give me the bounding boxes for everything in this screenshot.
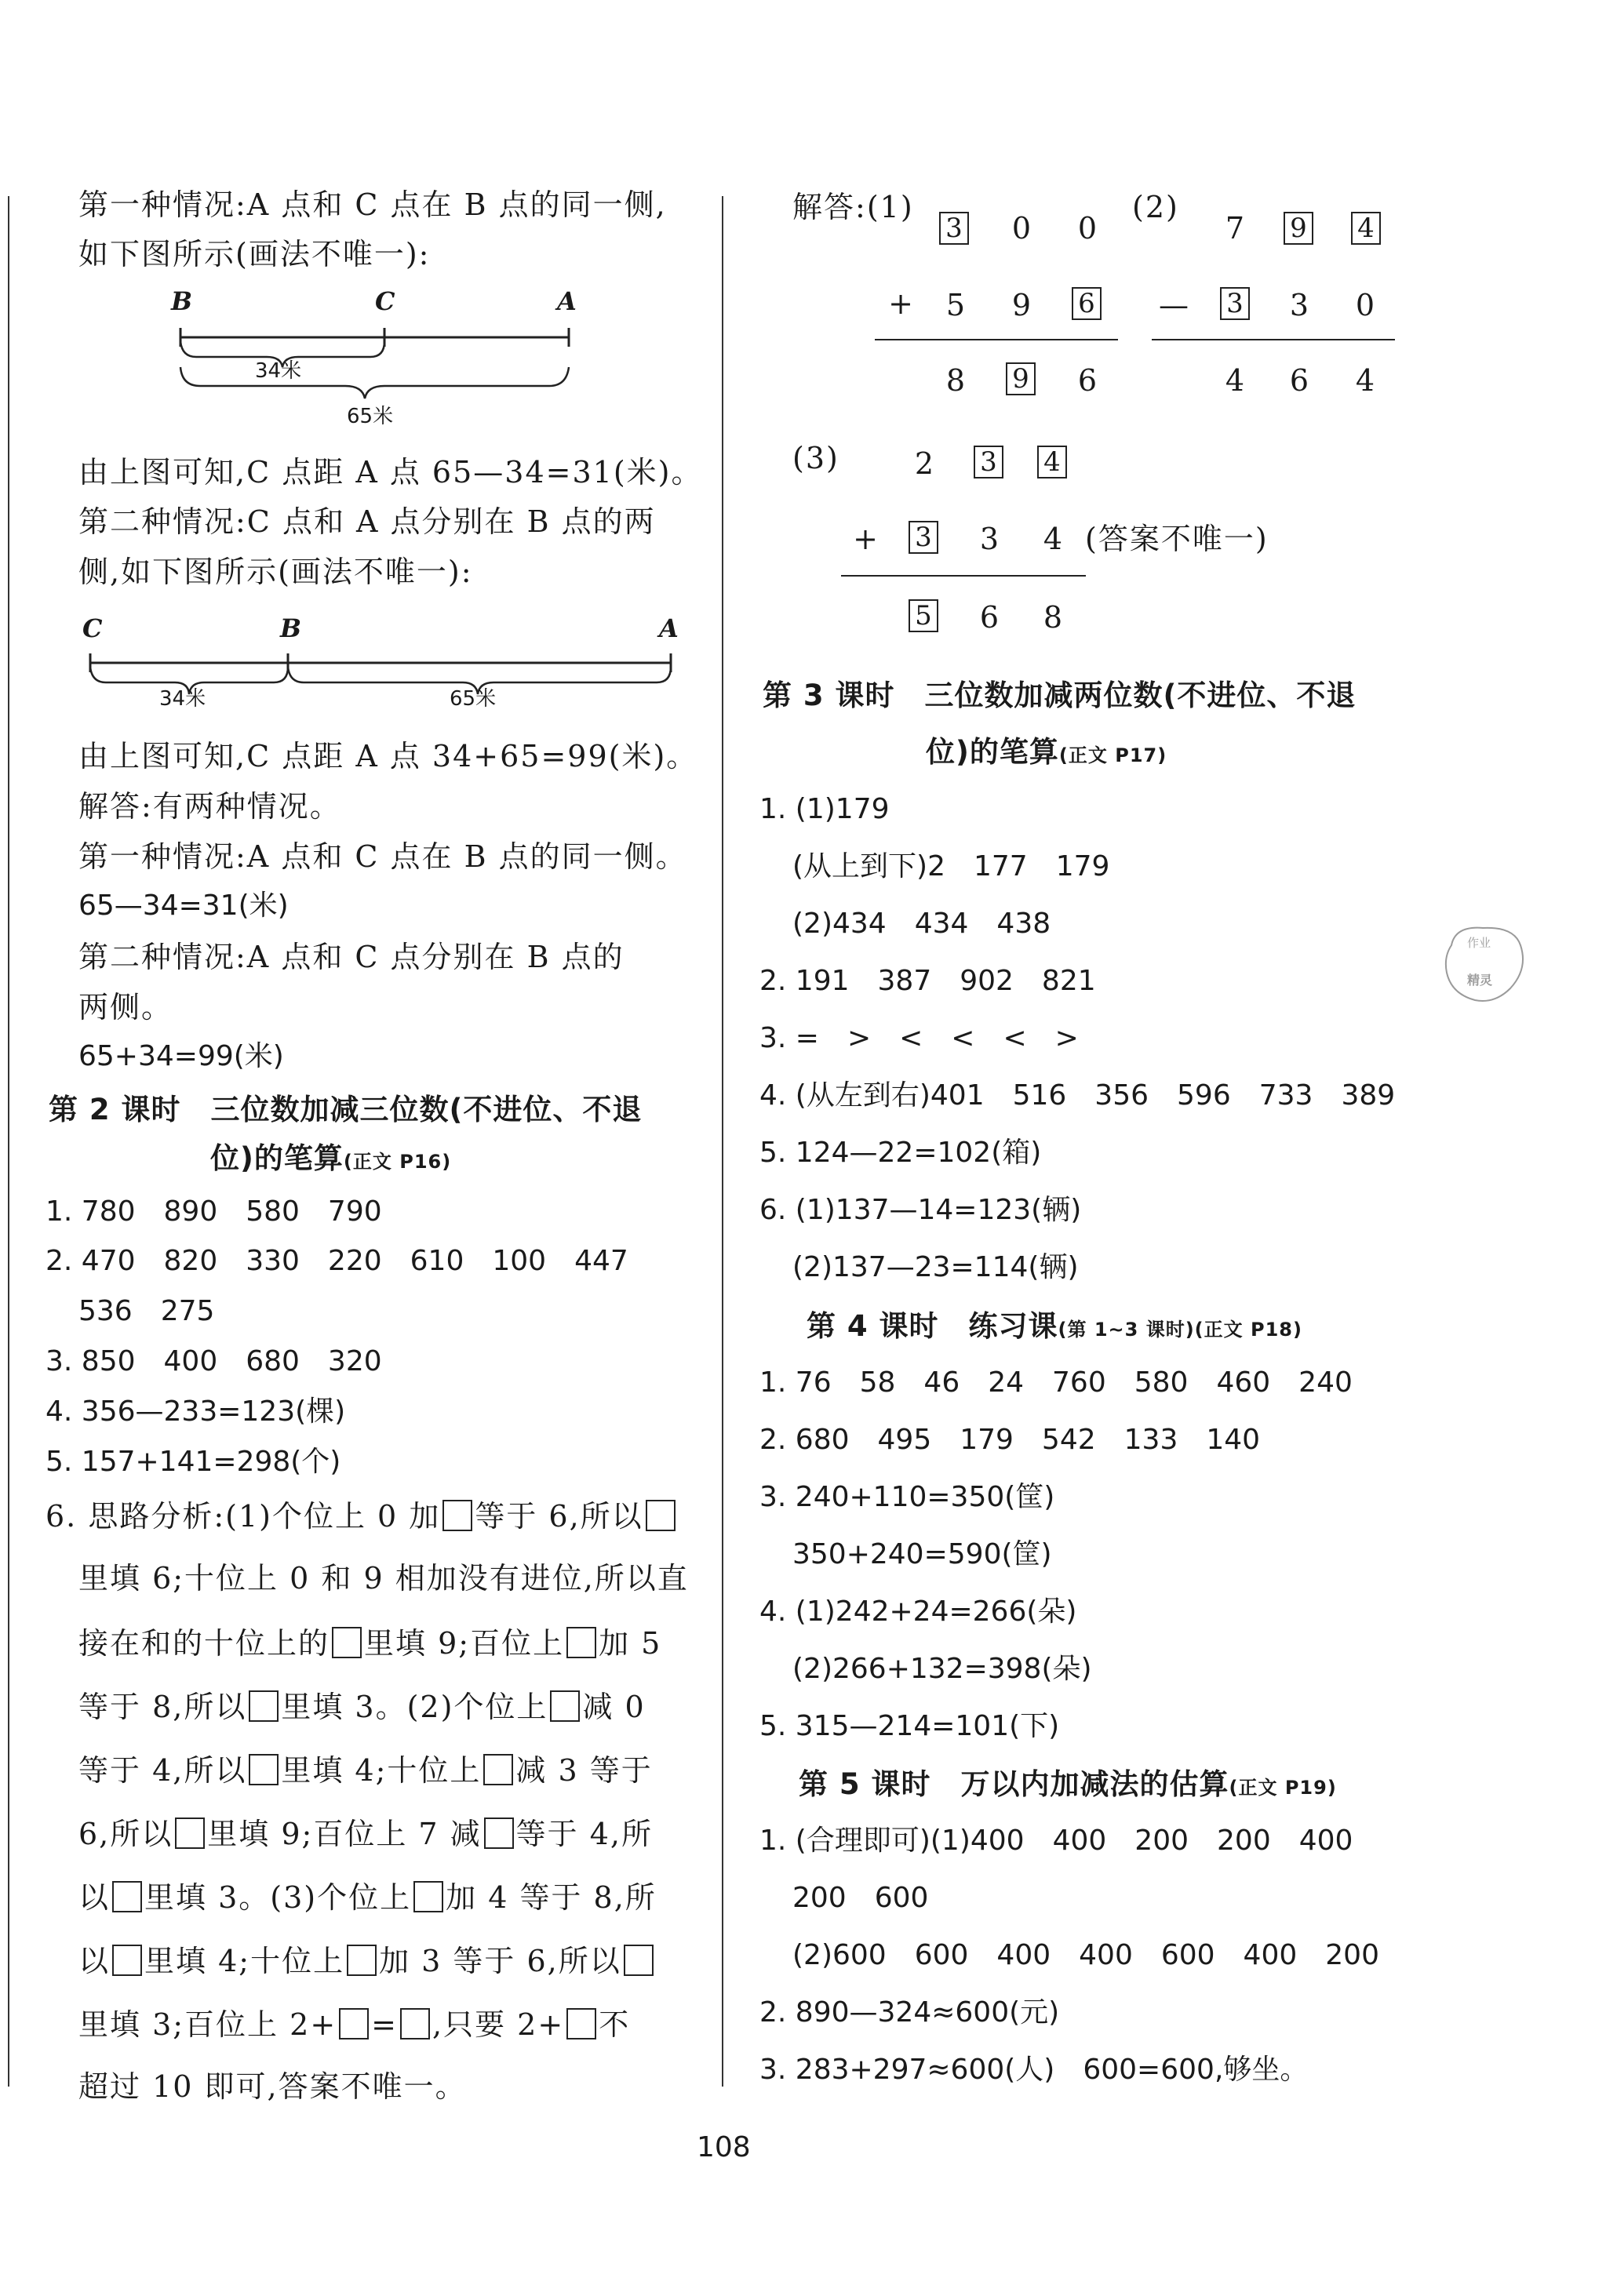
text-line: 由上图可知,C 点距 A 点 65—34=31(米)。	[78, 455, 703, 489]
answer-line: 4. (1)242+24=266(朵)	[759, 1596, 1077, 1628]
point-c-label: C	[375, 286, 395, 316]
digit: 6	[1077, 363, 1098, 398]
publisher-logo-watermark	[1436, 922, 1530, 1008]
filled-box: 9	[1006, 362, 1036, 395]
lesson-4-title: 第 4 课时 练习课	[807, 1309, 1058, 1343]
segment-label-34m: 34米	[159, 687, 206, 711]
text-line: 侧,如下图所示(画法不唯一):	[78, 555, 473, 589]
lesson-4-heading	[807, 1309, 1302, 1343]
lesson-3-ref: (正文 P17)	[1058, 744, 1167, 766]
digit: 8	[1043, 600, 1063, 635]
answer-line: (2)434 434 438	[792, 908, 1051, 940]
digit: 5	[945, 288, 966, 322]
operator: —	[1159, 288, 1189, 322]
blank-box	[175, 1818, 205, 1849]
operator: +	[888, 286, 913, 321]
blank-box	[624, 1945, 654, 1976]
digit: 6	[1289, 363, 1309, 398]
logo-top-text: 作业	[1467, 936, 1491, 950]
answer-line: 5. 315—214=101(下)	[759, 1710, 1060, 1742]
filled-box: 3	[909, 521, 938, 554]
line-diagram-both-sides	[75, 608, 686, 726]
filled-box: 3	[939, 212, 969, 245]
lesson-3-heading: 第 3 课时 三位数加减两位数(不进位、不退	[763, 679, 1357, 712]
center-column-divider	[722, 196, 723, 2087]
digit: 9	[1011, 288, 1032, 322]
blank-box	[249, 1754, 279, 1785]
answer-4: 4. 356—233=123(棵)	[46, 1395, 346, 1428]
answer-line: 2. 890—324≈600(元)	[759, 1996, 1060, 2029]
lesson-3-heading-cont	[926, 735, 1167, 769]
blank-box	[483, 1754, 513, 1785]
segment-label-65m: 65米	[347, 405, 394, 428]
blank-box	[484, 1818, 514, 1849]
digit: 4	[1043, 522, 1063, 556]
calc-rule	[841, 575, 1086, 577]
answer-line: 2. 680 495 179 542 133 140	[759, 1424, 1261, 1456]
text-line: 由上图可知,C 点距 A 点 34+65=99(米)。	[78, 739, 698, 773]
answer-line: 1. (1)179	[759, 793, 890, 825]
segment-label-65m: 65米	[450, 687, 497, 711]
lesson-2-title-b: 位)的笔算	[210, 1141, 344, 1175]
filled-box: 4	[1037, 446, 1067, 478]
digit: 3	[1289, 288, 1309, 322]
blank-box	[112, 1881, 142, 1912]
filled-box: 9	[1284, 212, 1313, 245]
text-line: 解答:有两种情况。	[78, 789, 341, 824]
left-margin-rule	[8, 196, 9, 2087]
answer-line: 2. 191 387 902 821	[759, 965, 1096, 997]
blank-box	[413, 1881, 443, 1912]
lesson-5-ref: (正文 P19)	[1229, 1777, 1337, 1799]
answer-line: (2)266+132=398(朵)	[792, 1653, 1092, 1685]
filled-box: 3	[974, 446, 1003, 478]
lesson-2-heading: 第 2 课时 三位数加减三位数(不进位、不退	[49, 1093, 643, 1126]
filled-box: 4	[1351, 212, 1381, 245]
blank-box	[347, 1945, 377, 1976]
text-line: 第一种情况:A 点和 C 点在 B 点的同一侧,	[78, 187, 667, 222]
blank-box	[566, 2008, 596, 2039]
digit: 7	[1225, 211, 1245, 246]
answer-line: (2)137—23=114(辆)	[792, 1251, 1079, 1283]
answer-line: 3. 240+110=350(筐)	[759, 1481, 1055, 1513]
answer-6-line: 等于 8,所以 里填 3。(2)个位上 减 0	[78, 1690, 646, 1724]
answer-line: 350+240=590(筐)	[792, 1538, 1052, 1570]
blank-box	[550, 1690, 580, 1722]
text-line: 65+34=99(米)	[78, 1040, 284, 1072]
answer-6-line: 6,所以 里填 9;百位上 7 减 等于 4,所	[78, 1817, 654, 1851]
text-line: 第二种情况:C 点和 A 点分别在 B 点的两	[78, 504, 656, 539]
answer-5: 5. 157+141=298(个)	[46, 1446, 341, 1478]
answer-3: 3. 850 400 680 320	[46, 1345, 382, 1377]
answer-6-line: 里填 6;十位上 0 和 9 相加没有进位,所以直	[78, 1561, 689, 1596]
blank-box	[249, 1690, 279, 1722]
blank-box	[442, 1500, 472, 1531]
blank-box	[339, 2008, 369, 2039]
lesson-4-sub: (第 1~3 课时)(正文 P18)	[1058, 1319, 1302, 1341]
text-line: 第一种情况:A 点和 C 点在 B 点的同一侧。	[78, 839, 687, 874]
answer-label: 解答:(1)	[792, 190, 914, 224]
logo-mid-text: 精灵	[1467, 973, 1493, 988]
text-line: 如下图所示(画法不唯一):	[78, 237, 431, 271]
digit: 4	[1355, 363, 1375, 398]
text-line: 两侧。	[78, 990, 173, 1024]
answer-line: (从上到下)2 177 179	[792, 850, 1110, 882]
answer-6-line: 里填 3;百位上 2+ = ,只要 2+ 不	[78, 2007, 631, 2042]
answer-6-line: 6. 思路分析:(1)个位上 0 加 等于 6,所以	[46, 1500, 678, 1531]
operator: +	[853, 522, 878, 556]
part-2-label: (2)	[1132, 190, 1179, 224]
lesson-5-title: 第 5 课时 万以内加减法的估算	[799, 1767, 1229, 1801]
digit: 3	[979, 522, 1000, 556]
digit: 2	[914, 446, 934, 481]
answer-1: 1. 780 890 580 790	[46, 1195, 382, 1228]
part-3-label: (3)	[792, 441, 839, 475]
blank-box	[332, 1627, 362, 1658]
answer-not-unique-note: (答案不唯一)	[1085, 522, 1269, 556]
blank-box	[646, 1500, 676, 1531]
answer-line: 1. 76 58 46 24 760 580 460 240	[759, 1366, 1353, 1399]
answer-line: 1. (合理即可)(1)400 400 200 200 400	[759, 1825, 1353, 1857]
point-a-label: A	[659, 613, 679, 643]
answer-line: (2)600 600 400 400 600 400 200	[792, 1939, 1379, 1971]
point-b-label: B	[280, 613, 302, 643]
lesson-5-heading	[799, 1767, 1337, 1801]
point-c-label: C	[82, 613, 103, 643]
answer-6-line: 以 里填 3。(3)个位上 加 4 等于 8,所	[78, 1880, 657, 1915]
blank-box	[112, 1945, 142, 1976]
answer-6-line: 等于 4,所以 里填 4;十位上 减 3 等于	[78, 1753, 653, 1788]
calc-rule	[875, 339, 1118, 340]
answer-6-line: 超过 10 即可,答案不唯一。	[78, 2069, 467, 2104]
answer-6-line: 以 里填 4;十位上 加 3 等于 6,所以	[78, 1945, 656, 1976]
text-line: 第二种情况:A 点和 C 点分别在 B 点的	[78, 940, 625, 974]
answer-line: 3. 283+297≈600(人) 600=600,够坐。	[759, 2054, 1309, 2086]
lesson-2-ref: (正文 P16)	[343, 1151, 452, 1173]
line-diagram-same-side	[157, 282, 596, 439]
filled-box: 6	[1072, 287, 1102, 320]
digit: 8	[945, 363, 966, 398]
answer-line: 3. = > < < < >	[759, 1022, 1079, 1054]
blank-box	[400, 2008, 430, 2039]
digit: 4	[1225, 363, 1245, 398]
answer-line: 200 600	[792, 1882, 929, 1914]
point-a-label: A	[557, 286, 577, 316]
text-line: 65—34=31(米)	[78, 890, 289, 922]
digit: 0	[1077, 211, 1098, 246]
digit: 0	[1011, 211, 1032, 246]
answer-line: 5. 124—22=102(箱)	[759, 1137, 1042, 1169]
answer-line: 4. (从左到右)401 516 356 596 733 389	[759, 1079, 1396, 1112]
answer-line: 6. (1)137—14=123(辆)	[759, 1194, 1082, 1226]
digit: 0	[1355, 288, 1375, 322]
blank-box	[566, 1627, 596, 1658]
point-b-label: B	[171, 286, 193, 316]
filled-box: 5	[909, 599, 938, 632]
filled-box: 3	[1220, 287, 1250, 320]
answer-6-line: 接在和的十位上的 里填 9;百位上 加 5	[78, 1626, 662, 1661]
lesson-2-heading-cont	[210, 1141, 452, 1175]
page-number: 108	[697, 2131, 751, 2163]
segment-label-34m: 34米	[255, 359, 302, 383]
answer-2: 2. 470 820 330 220 610 100 447	[46, 1245, 628, 1277]
answer-2-cont: 536 275	[78, 1295, 215, 1327]
part-1-label: (1)	[866, 190, 914, 224]
digit: 6	[979, 600, 1000, 635]
calc-rule	[1152, 339, 1395, 340]
lesson-3-title-b: 位)的笔算	[926, 735, 1059, 769]
